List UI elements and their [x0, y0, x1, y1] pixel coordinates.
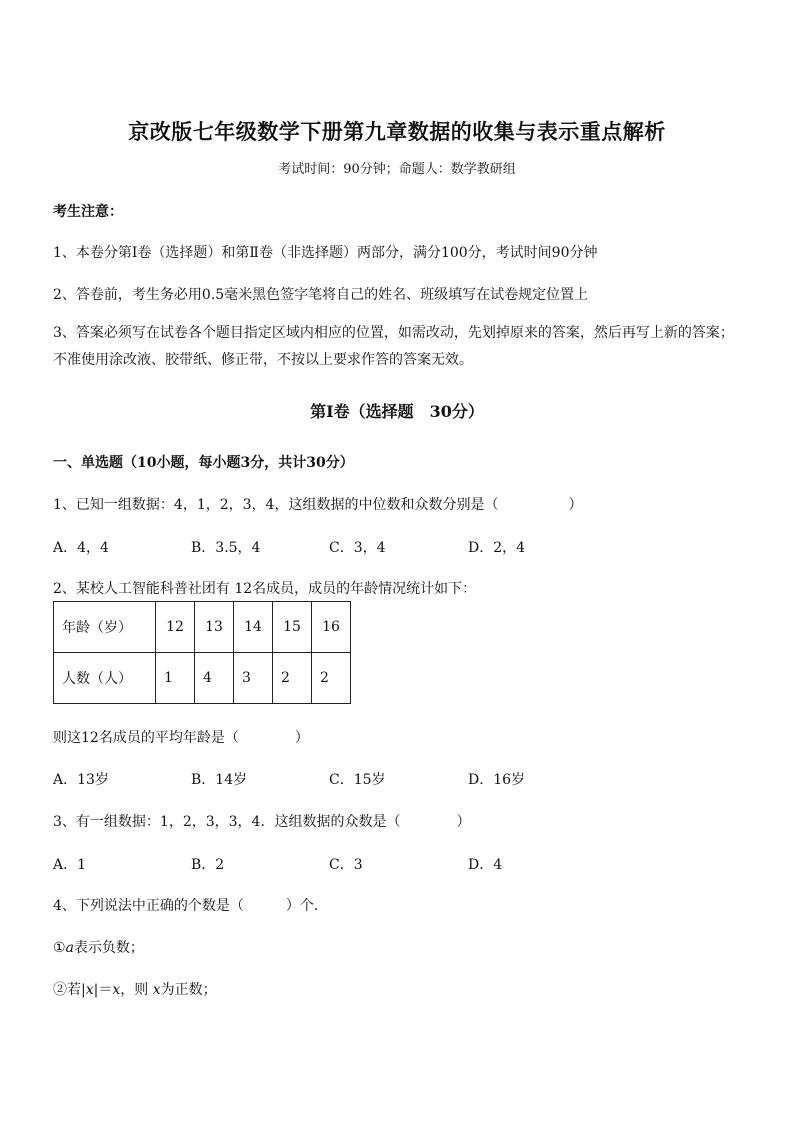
- option-b[interactable]: B．14岁: [191, 772, 248, 788]
- statement-1: [53, 937, 144, 957]
- table-cell: 15: [273, 602, 312, 653]
- table-row-label-age: 年龄（岁）: [54, 602, 156, 653]
- age-table: [53, 601, 351, 704]
- table-cell: 14: [234, 602, 273, 653]
- statement-text: 表示负数；: [73, 940, 144, 956]
- notice-item-3: 3、答案必须写在试卷各个题目指定区域内相应的位置，如需改动，先划掉原来的答案，然后再写上新的答案；不准使用涂改液、胶带纸、修正带，不按以上要求作答的答案无效。: [53, 325, 734, 368]
- statement-text: ，则: [120, 982, 153, 998]
- question-3-text: 3、有一组数据：1，2，3，3，4．这组数据的众数是（ ）: [53, 814, 471, 830]
- table-row-label-count: 人数（人）: [54, 653, 156, 704]
- notice-item-1: 1、本卷分第Ⅰ卷（选择题）和第Ⅱ卷（非选择题）两部分，满分100分，考试时间90分钟: [53, 245, 598, 261]
- table-cell: 12: [156, 602, 195, 653]
- part-heading: 一、单选题（10小题，每小题3分，共计30分）: [53, 455, 354, 471]
- table-cell: 1: [156, 653, 195, 704]
- question-1-text: 1、已知一组数据：4，1，2，3，4，这组数据的中位数和众数分别是（ ）: [53, 497, 583, 513]
- option-d[interactable]: D．16岁: [468, 772, 526, 788]
- variable-x: x: [112, 982, 121, 998]
- table-cell: 3: [234, 653, 273, 704]
- table-cell: 2: [273, 653, 312, 704]
- option-c[interactable]: C．3: [329, 857, 363, 873]
- page-title: 京改版七年级数学下册第九章数据的收集与表示重点解析: [128, 119, 666, 144]
- exam-subtitle: 考试时间：90分钟；命题人：数学教研组: [278, 162, 516, 177]
- variable-x: x: [152, 982, 161, 998]
- question-2-prompt: 则这12名成员的平均年龄是（ ）: [53, 730, 309, 746]
- statement-2: [53, 979, 217, 999]
- table-cell: 16: [312, 602, 351, 653]
- statement-text: |＝: [93, 982, 113, 998]
- question-2-text: 2、某校人工智能科普社团有 12名成员，成员的年龄情况统计如下：: [53, 581, 477, 597]
- statement-text: 为正数；: [160, 982, 217, 998]
- variable-x: x: [85, 982, 94, 998]
- option-a[interactable]: A．4，4: [53, 540, 109, 556]
- table-cell: 13: [195, 602, 234, 653]
- statement-marker: ②若|: [53, 982, 86, 998]
- table-row: [54, 602, 351, 653]
- option-b[interactable]: B．3.5，4: [191, 540, 261, 556]
- variable-a: a: [65, 940, 74, 956]
- table-cell: 4: [195, 653, 234, 704]
- table-cell: 2: [312, 653, 351, 704]
- section-title: 第Ⅰ卷（选择题 30分）: [310, 402, 484, 421]
- notice-heading: 考生注意：: [53, 204, 123, 220]
- option-a[interactable]: A．1: [53, 857, 87, 873]
- option-d[interactable]: D．4: [468, 857, 503, 873]
- option-a[interactable]: A．13岁: [53, 772, 109, 788]
- question-4-text: 4、下列说法中正确的个数是（ ）个．: [53, 898, 328, 914]
- table-row: [54, 653, 351, 704]
- option-c[interactable]: C．15岁: [329, 772, 386, 788]
- notice-item-2: 2、答卷前，考生务必用0.5毫米黑色签字笔将自己的姓名、班级填写在试卷规定位置上: [53, 287, 589, 303]
- option-c[interactable]: C．3，4: [329, 540, 386, 556]
- statement-marker: ①: [53, 940, 66, 956]
- option-d[interactable]: D．2，4: [468, 540, 526, 556]
- option-b[interactable]: B．2: [191, 857, 225, 873]
